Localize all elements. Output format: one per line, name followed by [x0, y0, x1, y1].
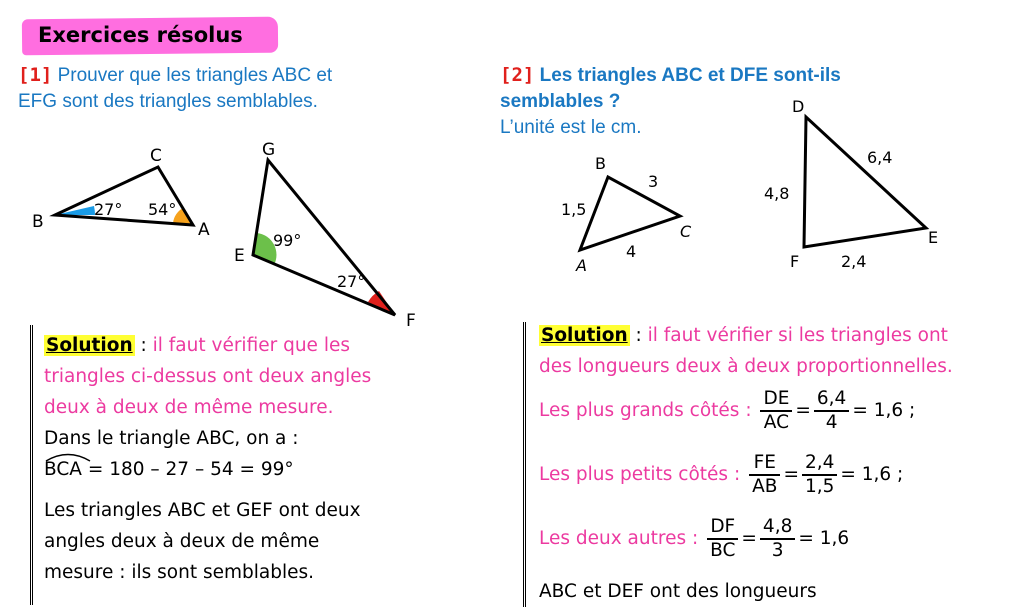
side-de-label: 6,4: [867, 148, 893, 167]
ratio-2-den: AB: [752, 476, 778, 497]
solution-2-conclusion: ABC et DEF ont des longueurs: [539, 581, 817, 602]
ratio-3-num: DF: [707, 516, 738, 540]
exercise-1-statement: [18, 62, 418, 115]
exercise-2-unit: L’unité est le cm.: [500, 117, 642, 138]
ratio-3-vnum: 4,8: [760, 516, 795, 540]
angle-f-label: 27°: [337, 272, 366, 291]
ratio-3-label: Les deux autres :: [539, 528, 699, 549]
solution-1-angle-calc: [44, 454, 454, 485]
ratio-row-1: Les plus grands côtés : $\frac{DE}{AC}$ = $\frac{6,4}{4}$ = 1,6 ;: [539, 388, 916, 433]
angle-arc-icon: [44, 452, 92, 462]
solution-1-conclusion-line3: mesure : ils sont semblables.: [44, 562, 315, 583]
solution-1-conclusion-line1: Les triangles ABC et GEF ont deux: [44, 500, 361, 521]
ratio-1-values: [814, 388, 849, 434]
side-ab-label: 1,5: [561, 200, 587, 219]
ratio-2-vden: 1,5: [804, 476, 835, 497]
solution-1: [44, 330, 454, 588]
ratio-2-vnum: 2,4: [802, 452, 837, 476]
page-title: Exercices résolus: [38, 23, 243, 47]
side-df-label: 4,8: [764, 184, 790, 203]
angle-b-label: 27°: [94, 200, 123, 219]
point-c2-label: C: [680, 222, 692, 241]
ratio-1-vnum: 6,4: [814, 388, 849, 412]
ratio-1-vden: 4: [825, 412, 838, 433]
solution-1-sep: :: [134, 335, 153, 356]
point-f2-label: F: [790, 252, 800, 271]
point-b2-label: B: [595, 154, 606, 173]
exercise-1-figure: [0, 135, 470, 335]
solution-1-line1: Dans le triangle ABC, on a :: [44, 428, 299, 449]
point-e2-label: E: [928, 228, 939, 247]
point-a2-label: A: [576, 256, 587, 275]
ratio-1-result: = 1,6 ;: [852, 400, 916, 421]
ratio-1-num: DE: [760, 388, 792, 412]
exercise-1-number: [1]: [18, 64, 53, 86]
solution-1-conclusion-line2: angles deux à deux de même: [44, 531, 320, 552]
ratio-2-letters: [749, 452, 780, 498]
solution-2-intro-line1: il faut vérifier si les triangles ont: [647, 325, 948, 346]
exercise-2-number: [2]: [500, 64, 535, 86]
exercise-1-text-line2: EFG sont des triangles semblables.: [18, 91, 318, 112]
ratio-row-2: Les plus petits côtés : $\frac{FE}{AB}$ = $\frac{2,4}{1,5}$ = 1,6 ;: [539, 452, 904, 497]
point-g-label: G: [262, 140, 276, 160]
side-ac-label: 4: [626, 242, 637, 261]
ratio-2-num: FE: [749, 452, 780, 476]
point-d-label: D: [792, 97, 805, 116]
ratio-3-vden: 3: [771, 540, 784, 561]
ratio-2-result: = 1,6 ;: [840, 464, 904, 485]
ratio-1-label: Les plus grands côtés :: [539, 400, 752, 421]
solution-2: [539, 320, 1009, 607]
point-c-label: C: [150, 146, 162, 166]
side-bc-label: 3: [648, 172, 659, 191]
angle-a-label: 54°: [148, 200, 177, 219]
ratio-3-letters: [707, 516, 738, 562]
ratio-1-den: AC: [763, 412, 790, 433]
angle-e-label: 99°: [273, 231, 302, 250]
ratio-1-letters: [760, 388, 792, 434]
ratio-2-label: Les plus petits côtés :: [539, 464, 741, 485]
solution-1-label: Solution: [46, 335, 133, 356]
angle-bca-name: BCA: [44, 459, 82, 480]
ratio-3-values: [760, 516, 795, 562]
ratio-row-3: Les deux autres : $\frac{DF}{BC}$ = $\frac{4,8}{3}$ = 1,6: [539, 516, 850, 561]
triangle-abc-2: [580, 177, 680, 250]
triangle-dfe: [804, 117, 926, 247]
solution-1-intro-line2: triangles ci-dessus ont deux angles: [44, 366, 372, 387]
point-f-label: F: [406, 311, 416, 331]
ratio-3-den: BC: [710, 540, 736, 561]
angle-bca-value: = 180 – 27 – 54 = 99°: [81, 459, 294, 480]
point-e-label: E: [234, 246, 245, 266]
point-b-label: B: [32, 212, 44, 232]
ratio-2-values: [802, 452, 837, 498]
solution-2-sep: :: [629, 325, 648, 346]
point-a-label: A: [198, 220, 210, 240]
solution-2-bar: [523, 322, 526, 607]
exercise-2-text-line2: semblables ?: [500, 91, 621, 112]
solution-2-label: Solution: [541, 325, 628, 346]
exercise-2-figure: [540, 95, 960, 285]
solution-1-intro-line3: deux à deux de même mesure.: [44, 397, 334, 418]
ratio-3-result: = 1,6: [798, 528, 850, 549]
side-fe-label: 2,4: [841, 252, 867, 271]
solution-1-bar: [30, 325, 33, 605]
exercise-1-text-line1: Prouver que les triangles ABC et: [57, 65, 333, 86]
solution-2-intro-line2: des longueurs deux à deux proportionnelles.: [539, 356, 953, 377]
solution-1-intro-line1: il faut vérifier que les: [152, 335, 350, 356]
exercise-2-text-line1: Les triangles ABC et DFE sont-ils: [539, 65, 841, 86]
